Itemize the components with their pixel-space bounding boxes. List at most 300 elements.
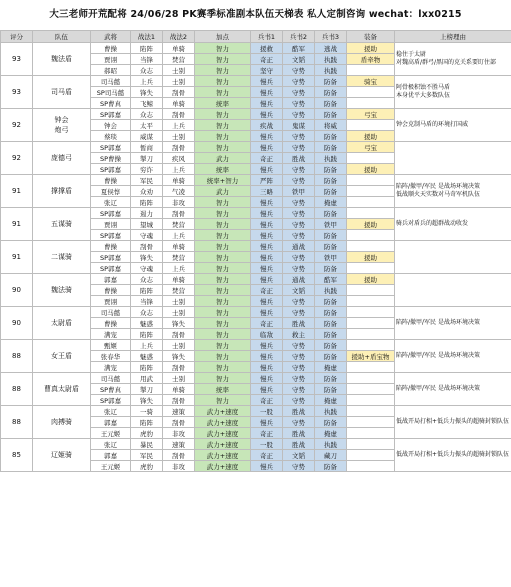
- stat-points-cell: 武力: [195, 186, 251, 197]
- team-score: 90: [1, 274, 33, 307]
- tactic1-cell: 暂商: [131, 142, 163, 153]
- equipment-cell: [347, 120, 395, 131]
- team-name: 太尉盾: [33, 307, 91, 340]
- general-cell: 王元姬: [91, 428, 131, 439]
- book1-cell: 慢兵: [251, 307, 283, 318]
- book1-cell: 慢兵: [251, 417, 283, 428]
- equipment-cell: [347, 329, 395, 340]
- equipment-cell: 盾牵物: [347, 54, 395, 65]
- team-member-row: [1, 76, 511, 87]
- book2-cell: 酷军: [283, 43, 315, 54]
- stat-points-cell: 智力: [195, 362, 251, 373]
- team-score: 88: [1, 406, 33, 439]
- ranking-reason: [395, 142, 511, 175]
- stat-points-cell: 智力: [195, 131, 251, 142]
- book1-cell: 一股: [251, 406, 283, 417]
- book2-cell: 守势: [283, 164, 315, 175]
- equipment-cell: 援助: [347, 219, 395, 230]
- tactic1-cell: 众劝: [131, 186, 163, 197]
- book3-cell: 铁甲: [315, 219, 347, 230]
- book3-cell: 防备: [315, 230, 347, 241]
- book3-cell: 防备: [315, 186, 347, 197]
- book2-cell: 守势: [283, 109, 315, 120]
- book1-cell: 慢兵: [251, 142, 283, 153]
- book3-cell: 执践: [315, 285, 347, 296]
- book3-cell: 防备: [315, 351, 347, 362]
- book2-cell: 守势: [283, 230, 315, 241]
- tactic1-cell: 守魂: [131, 263, 163, 274]
- tactic2-cell: 焚营: [163, 252, 195, 263]
- tactic1-cell: 陷阵: [131, 362, 163, 373]
- book3-cell: 将威: [315, 120, 347, 131]
- team-score: 91: [1, 241, 33, 274]
- ranking-reason: 陷阵/撤甲/军民 是战场环境决策 低战顺火天实数对马奇军机队伍: [395, 175, 511, 208]
- tactic2-cell: 刮骨: [163, 450, 195, 461]
- book1-cell: 奇正: [251, 285, 283, 296]
- book1-cell: 坚守: [251, 65, 283, 76]
- tactic1-cell: 上兵: [131, 340, 163, 351]
- tactic1-cell: 太平: [131, 120, 163, 131]
- stat-points-cell: 武力+速度: [195, 461, 251, 472]
- book2-cell: 守势: [283, 351, 315, 362]
- book1-cell: 慢兵: [251, 131, 283, 142]
- column-header: 上榜理由: [395, 31, 511, 43]
- general-cell: SP郭嘉: [91, 109, 131, 120]
- general-cell: SP郭嘉: [91, 252, 131, 263]
- book2-cell: 守势: [283, 296, 315, 307]
- equipment-cell: [347, 362, 395, 373]
- book3-cell: 防备: [315, 98, 347, 109]
- ranking-reason: 钟会克制马盾的环境打国威: [395, 109, 511, 142]
- book3-cell: 防备: [315, 340, 347, 351]
- tactic1-cell: 飞鲸: [131, 98, 163, 109]
- stat-points-cell: 智力: [195, 285, 251, 296]
- team-name: 曹真太尉盾: [33, 373, 91, 406]
- tactic1-cell: 众志: [131, 65, 163, 76]
- equipment-cell: [347, 417, 395, 428]
- stat-points-cell: 智力: [195, 142, 251, 153]
- equipment-cell: [347, 153, 395, 164]
- team-member-row: [1, 142, 511, 153]
- tactic2-cell: 非攻: [163, 461, 195, 472]
- book3-cell: 执践: [315, 439, 347, 450]
- team-score: 85: [1, 439, 33, 472]
- ranking-reason: 稳住于太尉 对魏高盾/群弓/黑国的克关系要盯住部: [395, 43, 511, 76]
- general-cell: 甄姬: [91, 340, 131, 351]
- stat-points-cell: 智力: [195, 274, 251, 285]
- stat-points-cell: 智力: [195, 120, 251, 131]
- tactic1-cell: 用武: [131, 373, 163, 384]
- general-cell: 钟会: [91, 120, 131, 131]
- tactic1-cell: 锋失: [131, 87, 163, 98]
- tactic1-cell: 锋失: [131, 252, 163, 263]
- tactic2-cell: 上兵: [163, 120, 195, 131]
- stat-points-cell: 智力: [195, 318, 251, 329]
- tactic1-cell: 陷阵: [131, 197, 163, 208]
- book2-cell: 守势: [283, 131, 315, 142]
- tactic1-cell: 威谋: [131, 131, 163, 142]
- tactic1-cell: 魅惑: [131, 351, 163, 362]
- book1-cell: 疾战: [251, 120, 283, 131]
- tactic2-cell: 速策: [163, 406, 195, 417]
- equipment-cell: 援助: [347, 274, 395, 285]
- book3-cell: 掩虚: [315, 395, 347, 406]
- column-header: 加点: [195, 31, 251, 43]
- page-title: 大三老师开荒配将 24/06/28 PK赛季标准剧本队伍天梯表 私人定制咨询 wechat：lxx0215: [49, 9, 462, 20]
- tactic2-cell: 士别: [163, 340, 195, 351]
- tactic1-cell: 军民: [131, 450, 163, 461]
- book3-cell: 掩虚: [315, 197, 347, 208]
- book1-cell: 慢兵: [251, 76, 283, 87]
- general-cell: 司马懿: [91, 307, 131, 318]
- tactic2-cell: 单骑: [163, 175, 195, 186]
- tactic1-cell: 锋失: [131, 395, 163, 406]
- team-name: 司马盾: [33, 76, 91, 109]
- team-member-row: [1, 307, 511, 318]
- stat-points-cell: 智力: [195, 307, 251, 318]
- equipment-cell: [347, 428, 395, 439]
- equipment-cell: [347, 296, 395, 307]
- team-score: 91: [1, 175, 33, 208]
- header-row: [1, 31, 511, 43]
- stat-points-cell: 智力: [195, 65, 251, 76]
- team-member-row: [1, 109, 511, 120]
- team-member-row: [1, 241, 511, 252]
- general-cell: 曹操: [91, 241, 131, 252]
- general-cell: 张春华: [91, 351, 131, 362]
- general-cell: 曹操: [91, 175, 131, 186]
- team-member-row: [1, 43, 511, 54]
- team-score: 93: [1, 76, 33, 109]
- general-cell: 曹操: [91, 43, 131, 54]
- column-header: 装备: [347, 31, 395, 43]
- book1-cell: 慢兵: [251, 351, 283, 362]
- equipment-cell: [347, 406, 395, 417]
- book2-cell: 胜战: [283, 439, 315, 450]
- general-cell: 郭嘉: [91, 417, 131, 428]
- book2-cell: 守势: [283, 98, 315, 109]
- team-member-row: [1, 208, 511, 219]
- tactic2-cell: 士别: [163, 296, 195, 307]
- ladder-table: [0, 30, 511, 472]
- book3-cell: 防备: [315, 76, 347, 87]
- book2-cell: 守势: [283, 362, 315, 373]
- book1-cell: 奇正: [251, 395, 283, 406]
- tactic1-cell: 穷诈: [131, 164, 163, 175]
- team-name: 钟会 炮弓: [33, 109, 91, 142]
- book2-cell: 守势: [283, 384, 315, 395]
- book2-cell: 守势: [283, 219, 315, 230]
- team-score: 92: [1, 109, 33, 142]
- general-cell: 郭嘉: [91, 450, 131, 461]
- stat-points-cell: 智力: [195, 351, 251, 362]
- general-cell: 曹操: [91, 285, 131, 296]
- tactic1-cell: 陷阵: [131, 417, 163, 428]
- book3-cell: 藏刀: [315, 450, 347, 461]
- equipment-cell: 援助: [347, 252, 395, 263]
- book1-cell: 奇正: [251, 318, 283, 329]
- equipment-cell: [347, 65, 395, 76]
- book3-cell: 防备: [315, 131, 347, 142]
- book2-cell: 守势: [283, 208, 315, 219]
- book2-cell: 胜战: [283, 406, 315, 417]
- book2-cell: 胜战: [283, 428, 315, 439]
- book1-cell: 奇正: [251, 54, 283, 65]
- book3-cell: 掩虚: [315, 428, 347, 439]
- book1-cell: 奇正: [251, 153, 283, 164]
- tactic1-cell: 陷阵: [131, 43, 163, 54]
- stat-points-cell: 武力+速度: [195, 417, 251, 428]
- book3-cell: 防备: [315, 164, 347, 175]
- general-cell: 张辽: [91, 197, 131, 208]
- team-score: 88: [1, 373, 33, 406]
- general-cell: SP郭嘉: [91, 142, 131, 153]
- book1-cell: 慢兵: [251, 208, 283, 219]
- ranking-reason: [395, 241, 511, 274]
- stat-points-cell: 统率+智力: [195, 175, 251, 186]
- team-score: 90: [1, 307, 33, 340]
- book1-cell: 慢兵: [251, 109, 283, 120]
- book1-cell: 慢兵: [251, 241, 283, 252]
- tactic1-cell: 众志: [131, 109, 163, 120]
- team-name: 魏法盾: [33, 43, 91, 76]
- stat-points-cell: 智力: [195, 230, 251, 241]
- equipment-cell: [347, 340, 395, 351]
- book1-cell: 援救: [251, 43, 283, 54]
- team-score: 93: [1, 43, 33, 76]
- general-cell: SP郭嘉: [91, 395, 131, 406]
- equipment-cell: [347, 384, 395, 395]
- general-cell: 王元姬: [91, 461, 131, 472]
- book1-cell: 慢兵: [251, 252, 283, 263]
- team-name: 五谋骑: [33, 208, 91, 241]
- book2-cell: 文韬: [283, 450, 315, 461]
- book1-cell: 慢兵: [251, 197, 283, 208]
- team-member-row: [1, 439, 511, 450]
- team-member-row: [1, 340, 511, 351]
- book1-cell: 奇正: [251, 428, 283, 439]
- book2-cell: 救主: [283, 329, 315, 340]
- tactic2-cell: 速策: [163, 439, 195, 450]
- book3-cell: 防备: [315, 384, 347, 395]
- book3-cell: 防备: [315, 142, 347, 153]
- book1-cell: 慢兵: [251, 384, 283, 395]
- tactic1-cell: 军民: [131, 175, 163, 186]
- tactic1-cell: 魅惑: [131, 318, 163, 329]
- book1-cell: 慢兵: [251, 98, 283, 109]
- tactic2-cell: 刮骨: [163, 329, 195, 340]
- stat-points-cell: 武力+速度: [195, 439, 251, 450]
- tactic2-cell: 锋失: [163, 351, 195, 362]
- book3-cell: 防备: [315, 263, 347, 274]
- team-name: 撑撑盾: [33, 175, 91, 208]
- tactic2-cell: 锋失: [163, 318, 195, 329]
- tactic1-cell: 上兵: [131, 76, 163, 87]
- book2-cell: 守势: [283, 175, 315, 186]
- book3-cell: 执践: [315, 65, 347, 76]
- general-cell: 贾诩: [91, 296, 131, 307]
- tactic1-cell: 掣刀: [131, 384, 163, 395]
- ranking-reason: 低战开局打相+低兵力振头的超骑封锁队伍: [395, 406, 511, 439]
- tactic2-cell: 焚营: [163, 54, 195, 65]
- general-cell: 司马懿: [91, 76, 131, 87]
- book2-cell: 胜战: [283, 153, 315, 164]
- stat-points-cell: 智力: [195, 263, 251, 274]
- stat-points-cell: 智力: [195, 252, 251, 263]
- tactic1-cell: 当锋: [131, 54, 163, 65]
- tactic2-cell: 单骑: [163, 384, 195, 395]
- tactic1-cell: 暴民: [131, 439, 163, 450]
- general-cell: SP郭嘉: [91, 230, 131, 241]
- book2-cell: 胜战: [283, 318, 315, 329]
- ranking-reason: 阿骨极积蚀不胜马盾 本身优平大多数队伍: [395, 76, 511, 109]
- book2-cell: 通战: [283, 274, 315, 285]
- team-name: 辽姬骑: [33, 439, 91, 472]
- tactic1-cell: 众志: [131, 274, 163, 285]
- column-header: 兵书2: [283, 31, 315, 43]
- stat-points-cell: 智力: [195, 87, 251, 98]
- book3-cell: 执践: [315, 406, 347, 417]
- team-name: 女王盾: [33, 340, 91, 373]
- equipment-cell: [347, 461, 395, 472]
- tactic1-cell: 望城: [131, 219, 163, 230]
- book1-cell: 慢兵: [251, 296, 283, 307]
- equipment-cell: 骑宝: [347, 76, 395, 87]
- book1-cell: 三略: [251, 186, 283, 197]
- book1-cell: 慢兵: [251, 362, 283, 373]
- general-cell: 张辽: [91, 439, 131, 450]
- book2-cell: 守势: [283, 461, 315, 472]
- book1-cell: 慢兵: [251, 87, 283, 98]
- book1-cell: 慢兵: [251, 340, 283, 351]
- book1-cell: 慢兵: [251, 230, 283, 241]
- column-header: 兵书3: [315, 31, 347, 43]
- team-name: 肉搏骑: [33, 406, 91, 439]
- tactic2-cell: 刮骨: [163, 109, 195, 120]
- tactic2-cell: 焚营: [163, 285, 195, 296]
- tactic2-cell: 上兵: [163, 230, 195, 241]
- equipment-cell: [347, 395, 395, 406]
- stat-points-cell: 智力: [195, 54, 251, 65]
- tactic2-cell: 非攻: [163, 428, 195, 439]
- team-member-row: [1, 406, 511, 417]
- equipment-cell: [347, 208, 395, 219]
- general-cell: 贾诩: [91, 219, 131, 230]
- book2-cell: 守势: [283, 197, 315, 208]
- book1-cell: 奇正: [251, 450, 283, 461]
- ranking-reason: 陷阵/撤甲/军民 是战场环境决策: [395, 307, 511, 340]
- book2-cell: 守势: [283, 65, 315, 76]
- equipment-cell: [347, 241, 395, 252]
- tactic1-cell: 掣刀: [131, 153, 163, 164]
- equipment-cell: [347, 450, 395, 461]
- book2-cell: 守势: [283, 142, 315, 153]
- equipment-cell: [347, 197, 395, 208]
- stat-points-cell: 智力: [195, 340, 251, 351]
- tactic2-cell: 单骑: [163, 98, 195, 109]
- book2-cell: 守势: [283, 307, 315, 318]
- general-cell: SP郭嘉: [91, 208, 131, 219]
- general-cell: SP郭嘉: [91, 164, 131, 175]
- tactic2-cell: 上兵: [163, 164, 195, 175]
- equipment-cell: [347, 98, 395, 109]
- equipment-cell: [347, 307, 395, 318]
- stat-points-cell: 智力: [195, 197, 251, 208]
- ranking-reason: 低战开局打相+低兵力振头的超骑封锁队伍: [395, 439, 511, 472]
- book3-cell: 防备: [315, 175, 347, 186]
- book1-cell: 慢兵: [251, 461, 283, 472]
- stat-points-cell: 智力: [195, 329, 251, 340]
- tactic2-cell: 上兵: [163, 263, 195, 274]
- general-cell: SP曹操: [91, 153, 131, 164]
- team-name: 庞德弓: [33, 142, 91, 175]
- general-cell: 满宠: [91, 329, 131, 340]
- tactic2-cell: 刮骨: [163, 87, 195, 98]
- book2-cell: 守势: [283, 76, 315, 87]
- tactic1-cell: 虎豹: [131, 428, 163, 439]
- general-cell: 郭嘉: [91, 274, 131, 285]
- equipment-cell: [347, 263, 395, 274]
- stat-points-cell: 智力: [195, 395, 251, 406]
- general-cell: 曹操: [91, 318, 131, 329]
- tactic2-cell: 士别: [163, 307, 195, 318]
- equipment-cell: [347, 285, 395, 296]
- book2-cell: 文韬: [283, 285, 315, 296]
- book3-cell: 酷军: [315, 274, 347, 285]
- column-header: 武将: [91, 31, 131, 43]
- equipment-cell: 弓宝: [347, 142, 395, 153]
- team-score: 88: [1, 340, 33, 373]
- team-name: 二谋骑: [33, 241, 91, 274]
- general-cell: 张辽: [91, 406, 131, 417]
- stat-points-cell: 武力+速度: [195, 406, 251, 417]
- general-cell: 满宠: [91, 362, 131, 373]
- book1-cell: 慢兵: [251, 164, 283, 175]
- book3-cell: 逃战: [315, 43, 347, 54]
- tactic2-cell: 士别: [163, 373, 195, 384]
- general-cell: SP曹真: [91, 384, 131, 395]
- book3-cell: 防备: [315, 307, 347, 318]
- tactic1-cell: 众志: [131, 307, 163, 318]
- book3-cell: 防备: [315, 241, 347, 252]
- book3-cell: 防备: [315, 373, 347, 384]
- book2-cell: 鬼谋: [283, 120, 315, 131]
- book3-cell: 掩虚: [315, 362, 347, 373]
- book2-cell: 守势: [283, 263, 315, 274]
- stat-points-cell: 武力: [195, 153, 251, 164]
- book3-cell: 防备: [315, 329, 347, 340]
- equipment-cell: 援助: [347, 43, 395, 54]
- book1-cell: 临敌: [251, 329, 283, 340]
- equipment-cell: [347, 373, 395, 384]
- book3-cell: 铁甲: [315, 252, 347, 263]
- tactic2-cell: 焚营: [163, 219, 195, 230]
- book2-cell: 守势: [283, 87, 315, 98]
- general-cell: SP曹真: [91, 98, 131, 109]
- equipment-cell: 弓宝: [347, 109, 395, 120]
- ranking-reason: 陷阵/撤甲/军民 是战场环境决策: [395, 373, 511, 406]
- book3-cell: 防备: [315, 461, 347, 472]
- tactic2-cell: 刮骨: [163, 395, 195, 406]
- team-member-row: [1, 175, 511, 186]
- equipment-cell: 援助+盾宝物: [347, 351, 395, 362]
- tactic2-cell: 单骑: [163, 274, 195, 285]
- stat-points-cell: 武力+速度: [195, 428, 251, 439]
- stat-points-cell: 统率: [195, 164, 251, 175]
- tactic2-cell: 刮骨: [163, 417, 195, 428]
- team-score: 92: [1, 142, 33, 175]
- general-cell: 蔡琰: [91, 131, 131, 142]
